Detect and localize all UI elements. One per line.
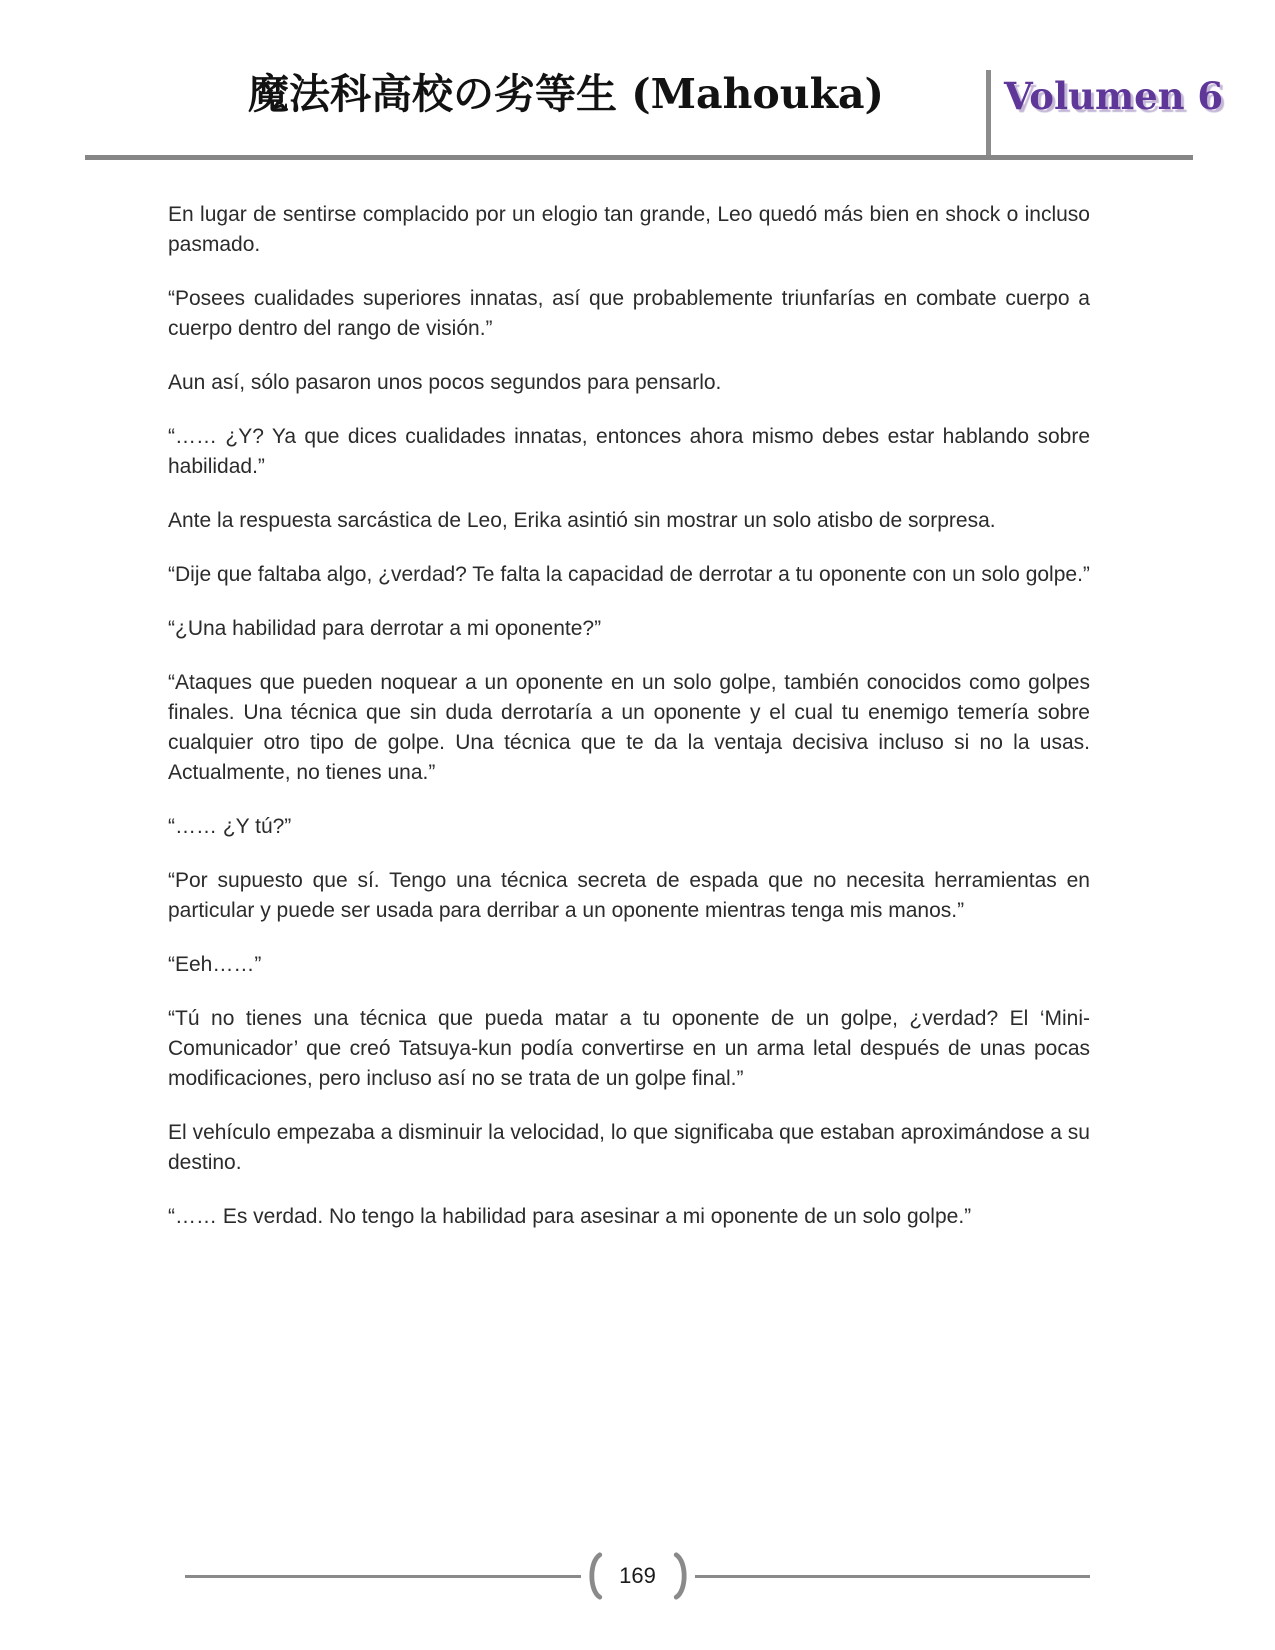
paragraph: “Ataques que pueden noquear a un oponente en un solo golpe, también conocidos como golpes finales. Una técnica que sin duda derrotaría a un oponente y el cual tu enemigo temería sobre cualquier otro tipo de golpe. Una técnica que te da la ventaja decisiva incluso si no la usas. Actualmente, no tienes una.” [168,671,1090,784]
page-number: 169 [619,1563,656,1588]
page-title: 魔法科高校の劣等生 (Mahouka) [248,70,884,118]
footer-line-right [695,1575,1091,1578]
page-body [168,200,1090,1256]
footer-line-left [185,1575,581,1578]
paragraph: “…… ¿Y tú?” [168,815,292,838]
paragraph: El vehículo empezaba a disminuir la velocidad, lo que significaba que estaban aproximándose a su destino. [168,1121,1090,1174]
paragraph: “Eeh……” [168,953,262,976]
paragraph: “Tú no tienes una técnica que pueda matar a tu oponente de un golpe, ¿verdad? El ‘Mini-Comunicador’ que creó Tatsuya-kun podía convertirse en un arma letal después de unas pocas modificaciones, pero incluso así no se trata de un golpe final.” [168,1007,1090,1090]
volume-label: Volumen 6 [1004,74,1224,118]
right-bracket-icon [671,1551,693,1601]
left-bracket-icon [583,1551,605,1601]
paragraph: “…… Es verdad. No tengo la habilidad para asesinar a mi oponente de un solo golpe.” [168,1205,972,1228]
paragraph: “…… ¿Y? Ya que dices cualidades innatas, entonces ahora mismo debes estar hablando sobre habilidad.” [168,425,1090,478]
header-rule [85,155,1193,160]
paragraph: “Por supuesto que sí. Tengo una técnica secreta de espada que no necesita herramientas en particular y puede ser usada para derribar a un oponente mientras tenga mis manos.” [168,869,1090,922]
paragraph-list [168,200,1090,1232]
paragraph: “Posees cualidades superiores innatas, así que probablemente triunfarías en combate cuerpo a cuerpo dentro del rango de visión.” [168,287,1090,340]
paragraph: Aun así, sólo pasaron unos pocos segundos para pensarlo. [168,371,722,394]
header-divider-bar [986,70,991,158]
paragraph: “Dije que faltaba algo, ¿verdad? Te falta la capacidad de derrotar a tu oponente con un solo golpe.” [168,563,1090,586]
paragraph: Ante la respuesta sarcástica de Leo, Erika asintió sin mostrar un solo atisbo de sorpresa. [168,509,996,532]
page-footer [185,1551,1090,1601]
paragraph: En lugar de sentirse complacido por un elogio tan grande, Leo quedó más bien en shock o incluso pasmado. [168,203,1090,256]
paragraph: “¿Una habilidad para derrotar a mi oponente?” [168,617,602,640]
